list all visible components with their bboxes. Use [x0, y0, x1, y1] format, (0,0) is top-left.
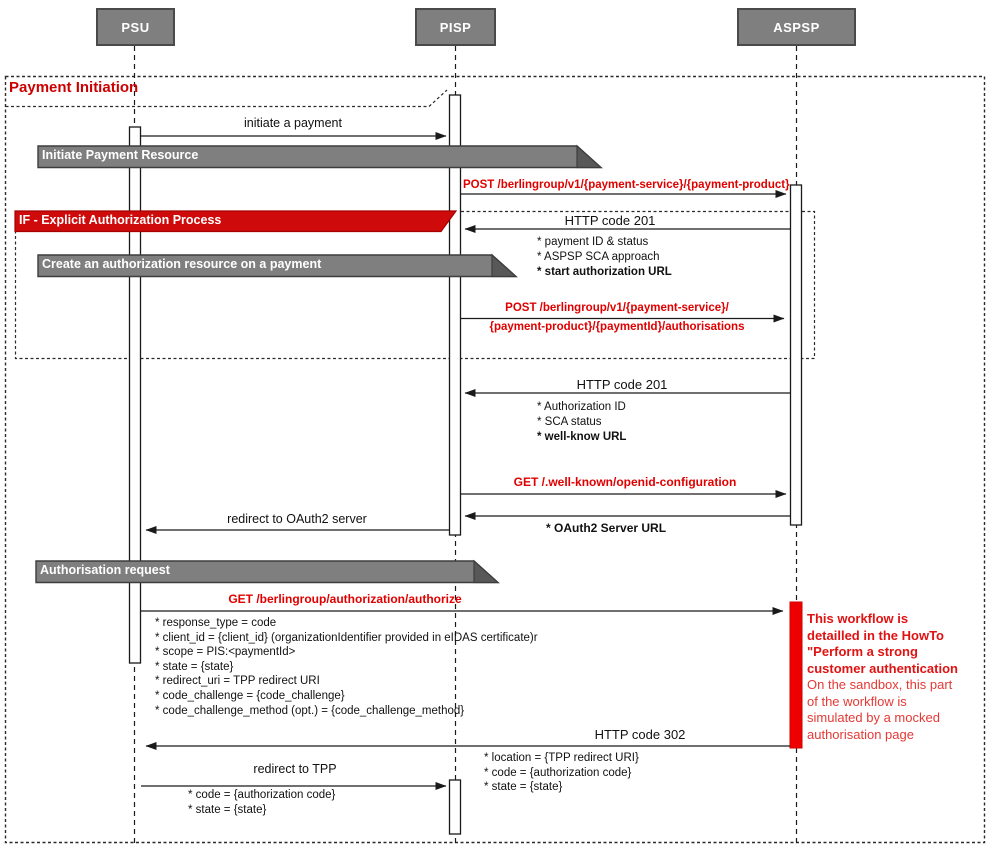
banner-label-create-authorization: Create an authorization resource on a payment [42, 257, 322, 271]
note-start-authorization-url: * start authorization URL [537, 266, 672, 278]
note-sca-status: * SCA status [537, 416, 602, 428]
param-response-type: * response_type = code [155, 617, 277, 629]
notes-auth-response [537, 401, 626, 446]
actor-box-aspsp [737, 8, 856, 46]
actor-label-aspsp: ASPSP [773, 19, 820, 35]
note-wellknow-url: * well-know URL [537, 431, 627, 443]
message-http-302: HTTP code 302 [594, 727, 686, 742]
banner-create-authorization-fold [492, 255, 516, 277]
annotation-normal-line-2: of the workflow is [807, 693, 907, 709]
activation-aspsp-sca-red [790, 602, 802, 748]
note-location: * location = {TPP redirect URI} [484, 752, 639, 764]
banner-label-initiate-payment-resource: Initiate Payment Resource [42, 148, 199, 162]
activation-pisp-2 [450, 780, 461, 834]
frame-title-payment-initiation: Payment Initiation [9, 79, 139, 96]
actor-label-psu: PSU [121, 19, 150, 35]
message-get-wellknown: GET /.well-known/openid-configuration [513, 475, 737, 489]
message-http-201-payment: HTTP code 201 [564, 213, 656, 228]
message-redirect-tpp: redirect to TPP [253, 762, 337, 776]
message-initiate-payment: initiate a payment [244, 116, 342, 130]
banner-label-authorisation-request: Authorisation request [40, 563, 170, 577]
banner-authorisation-request-fold [474, 561, 498, 583]
activation-aspsp [791, 185, 802, 525]
annotation-bold-line-2: detailled in the HowTo [807, 627, 944, 643]
annotation-normal-line-1: On the sandbox, this part [807, 677, 953, 692]
message-post-authorisations-line1: POST /berlingroup/v1/{payment-service}/ [505, 302, 729, 314]
param-client-id: * client_id = {client_id} (organizationIdentifier provided in eIDAS certificate)r [155, 631, 538, 644]
message-post-authorisations-line2: {payment-product}/{paymentId}/authorisations [489, 321, 745, 333]
message-http-201-auth: HTTP code 201 [576, 377, 668, 392]
notes-payment-response [537, 236, 672, 281]
annotation-normal-line-3: simulated by a mocked [807, 710, 940, 725]
annotation-bold-line-3: "Perform a strong [807, 644, 918, 659]
actor-label-pisp: PISP [439, 19, 472, 35]
note-code: * code = {authorization code} [484, 766, 632, 779]
message-redirect-oauth2: redirect to OAuth2 server [227, 512, 367, 526]
note-payment-id-status: * payment ID & status [537, 236, 649, 248]
message-oauth2-server-url: * OAuth2 Server URL [546, 521, 667, 535]
note-authorization-id: * Authorization ID [537, 401, 626, 413]
message-post-payment: POST /berlingroup/v1/{payment-service}/{payment-product} [463, 179, 790, 191]
banner-initiate-payment-resource-fold [577, 146, 601, 168]
param-scope: * scope = PIS:<paymentId> [155, 646, 296, 659]
param-redirect-uri: * redirect_uri = TPP redirect URI [155, 675, 320, 688]
annotation-sca-workflow [807, 611, 991, 743]
param-state: * state = {state} [155, 660, 234, 673]
actor-box-psu [96, 8, 175, 46]
param-code-challenge: * code_challenge = {code_challenge} [155, 689, 345, 702]
annotation-bold-line-1: This workflow is [807, 611, 909, 626]
note-aspsp-sca-approach: * ASPSP SCA approach [537, 251, 660, 263]
annotation-bold-line-4: customer authentication [807, 660, 958, 676]
message-get-authorize: GET /berlingroup/authorization/authorize [228, 592, 462, 606]
notes-http-302 [484, 752, 639, 796]
note-tpp-code: * code = {authorization code} [188, 789, 336, 801]
param-code-challenge-method: * code_challenge_method (opt.) = {code_challenge_method} [155, 704, 465, 717]
notes-authorize-params [155, 617, 538, 719]
annotation-normal-line-4: authorisation page [807, 726, 914, 742]
note-tpp-state: * state = {state} [188, 803, 267, 816]
actor-box-pisp [415, 8, 496, 46]
note-state: * state = {state} [484, 781, 563, 794]
banner-label-if-explicit-authorization: IF - Explicit Authorization Process [19, 213, 222, 227]
notes-redirect-tpp [188, 789, 335, 818]
